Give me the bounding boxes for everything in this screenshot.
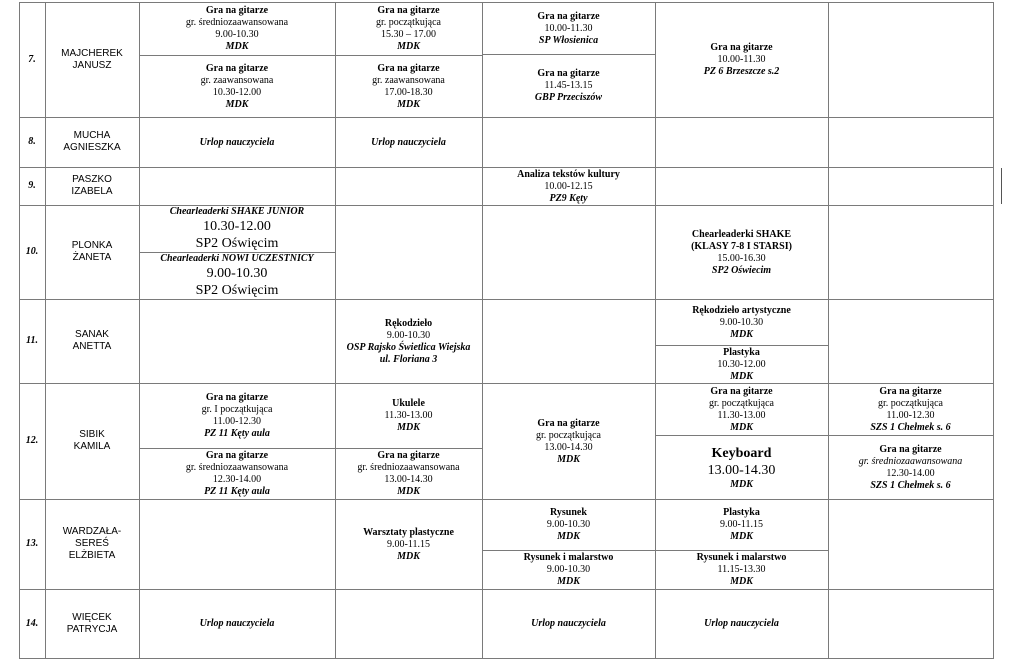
class-entry-line: SP2 Oświęcim [195, 283, 279, 298]
teacher-name [45, 167, 139, 205]
class-entry-line: Chearleaderki NOWI UCZESTNICY [160, 254, 314, 264]
teacher-name-line: PATRYCJA [66, 623, 118, 635]
row-border [655, 435, 829, 436]
row-number [19, 383, 45, 499]
teacher-name-line: SEREŚ [75, 538, 109, 549]
teacher-name [45, 499, 139, 589]
class-entry-line: Urlop nauczyciela [371, 136, 446, 148]
class-entry [657, 437, 826, 498]
class-entry [830, 385, 991, 434]
row-number-text: 11. [26, 335, 38, 346]
class-entry-line: gr. zaawansowana [372, 74, 445, 86]
class-entry-line: Gra na gitarze [537, 10, 600, 22]
class-entry [657, 207, 826, 298]
class-entry-line: OSP Rajsko Świetlica Wiejska [346, 341, 471, 353]
class-entry-line: 11.45-13.15 [544, 80, 593, 91]
row-number [19, 299, 45, 383]
class-entry-line: 15.30 – 17.00 [381, 29, 436, 40]
class-entry-line: 9.00-10.30 [546, 519, 591, 530]
class-entry-line: GBP Przeciszów [534, 92, 603, 103]
class-entry-line: SP Włosienica [538, 34, 599, 46]
class-entry [484, 56, 653, 116]
class-entry-line: 13.00-14.30 [544, 441, 593, 453]
row-number [19, 499, 45, 589]
class-entry [141, 385, 333, 447]
class-entry [484, 591, 653, 657]
class-entry-line: PZ 11 Kęty aula [204, 486, 270, 497]
class-entry-line: 10.00-11.30 [544, 22, 593, 34]
column-border [139, 2, 140, 659]
class-entry-line: MDK [557, 576, 580, 587]
teacher-name-line: AGNIESZKA [63, 142, 121, 153]
class-entry [484, 501, 653, 549]
class-entry-line: Gra na gitarze [537, 417, 600, 429]
row-border [482, 550, 656, 551]
class-entry-line: 9.00-10.30 [386, 329, 431, 341]
class-entry-line: MDK [397, 41, 420, 52]
class-entry-line: 12.30-14.00 [212, 474, 262, 485]
row-number-text: 10. [25, 246, 39, 257]
class-entry-line: MDK [225, 98, 249, 110]
class-entry-line: MDK [397, 98, 420, 110]
class-entry [657, 385, 826, 434]
class-entry-line: gr. początkująca [709, 397, 774, 409]
class-entry-line: Gra na gitarze [879, 385, 942, 397]
class-entry-line: MDK [397, 486, 420, 497]
column-border [828, 2, 829, 659]
row-border [482, 54, 656, 55]
class-entry [337, 301, 480, 382]
class-entry-line: Gra na gitarze [879, 443, 942, 455]
class-entry [141, 450, 333, 498]
class-entry-line: 9.00-10.30 [215, 29, 259, 40]
class-entry-line: Warsztaty plastyczne [363, 526, 454, 538]
class-entry-line: Rysunek i malarstwo [696, 552, 787, 563]
class-entry-line: MDK [730, 421, 753, 433]
class-entry [484, 4, 653, 53]
teacher-name-line: WARDZAŁA- [62, 526, 122, 537]
class-entry-line: Rysunek i malarstwo [523, 552, 614, 563]
teacher-name-line: ŻANETA [72, 252, 112, 263]
row-number [19, 205, 45, 299]
class-entry-line: SZS 1 Chełmek s. 6 [870, 479, 951, 491]
row-border [19, 499, 994, 500]
class-entry-line: Urlop nauczyciela [704, 618, 779, 629]
class-entry-line: Urlop nauczyciela [531, 618, 606, 629]
class-entry-line: Rękodzieło [384, 317, 433, 329]
class-entry-line: gr. średniozaawansowana [185, 462, 289, 473]
class-entry-line: SP2 Oświecim [711, 264, 772, 276]
class-entry-line: 10.30-12.00 [203, 219, 271, 234]
class-entry [657, 347, 826, 382]
class-entry-line: MDK [225, 41, 249, 52]
teacher-name [45, 589, 139, 658]
class-entry-line: 10.30-12.00 [212, 86, 262, 98]
row-border [335, 55, 483, 56]
class-entry-line: gr. początkująca [536, 429, 601, 441]
class-entry-line: gr. I początkująca [201, 404, 273, 415]
class-entry-line: MDK [730, 370, 753, 382]
class-entry-line: PZ 11 Kęty aula [204, 428, 270, 439]
class-entry-line: 12.30-14.00 [886, 467, 935, 479]
row-number [19, 2, 45, 117]
class-entry-line: Rękodzieło artystyczne [692, 304, 791, 316]
class-entry-line: Rysunek [550, 507, 587, 518]
class-entry-line: 11.30-13.00 [717, 409, 766, 421]
class-entry [484, 385, 653, 498]
teacher-name-line: MAJCHEREK [61, 47, 123, 59]
class-entry-line: 9.00-10.30 [206, 266, 268, 281]
class-entry [484, 552, 653, 588]
class-entry-line: 9.00-11.15 [387, 538, 430, 550]
row-number-text: 9. [28, 180, 36, 191]
class-entry-line: MDK [397, 550, 420, 562]
teacher-name-line: SANAK [75, 329, 109, 340]
class-entry-line: Gra na gitarze [205, 450, 269, 461]
row-border [139, 55, 336, 56]
class-entry [657, 552, 826, 588]
class-entry-line: 11.00-12.30 [886, 409, 935, 421]
class-entry-line: Chearleaderki SHAKE [691, 228, 792, 240]
row-border [655, 345, 829, 346]
class-entry-line: Gra na gitarze [377, 62, 440, 74]
class-entry-line: PZ9 Kęty [549, 192, 588, 204]
class-entry [337, 119, 480, 166]
teacher-name-line: ELŻBIETA [68, 550, 116, 561]
class-entry-line: Gra na gitarze [205, 5, 269, 16]
class-entry-line: SP2 Oświęcim [195, 236, 279, 251]
class-entry [141, 254, 333, 298]
row-number-text: 14. [25, 617, 39, 629]
teacher-name [45, 205, 139, 299]
row-border [19, 117, 994, 118]
column-border [482, 2, 483, 659]
row-border [19, 167, 994, 168]
class-entry-line: Gra na gitarze [205, 62, 269, 74]
class-entry-line: (KLASY 7-8 I STARSI) [691, 240, 792, 252]
class-entry [657, 501, 826, 549]
row-number-text: 12. [25, 435, 39, 446]
teacher-name [45, 2, 139, 117]
class-entry-line: MDK [557, 531, 580, 542]
class-entry [141, 207, 333, 251]
teacher-name-line: PASZKO [72, 174, 112, 185]
class-entry-line: 9.00-10.30 [719, 316, 764, 328]
row-border [655, 550, 829, 551]
row-border [19, 205, 994, 206]
class-entry-line: 11.30-13.00 [384, 410, 433, 421]
class-entry-line: MDK [730, 478, 753, 490]
class-entry-line: Plastyka [723, 507, 760, 518]
class-entry-line: gr. zaawansowana [200, 74, 274, 86]
class-entry [337, 501, 480, 588]
row-border [335, 448, 483, 449]
column-border [655, 2, 656, 659]
class-entry-line: Analiza tekstów kultury [517, 169, 620, 180]
class-entry-line: MDK [397, 422, 420, 433]
class-entry [657, 591, 826, 657]
teacher-name-line: IZABELA [71, 186, 113, 197]
class-entry-line: 9.00-10.30 [546, 564, 591, 575]
row-number-text: 13. [25, 538, 39, 549]
class-entry-line: Urlop nauczyciela [199, 136, 275, 148]
teacher-name [45, 383, 139, 499]
teacher-name [45, 117, 139, 167]
class-entry-line: MDK [730, 328, 753, 340]
class-entry-line: Gra na gitarze [205, 392, 269, 403]
teacher-name-line: MUCHA [73, 130, 111, 141]
row-border [19, 589, 994, 590]
row-number [19, 117, 45, 167]
class-entry-line: gr. średniozaawansowana [185, 17, 289, 28]
class-entry-line: 13.00-14.30 [384, 474, 433, 485]
class-entry [657, 4, 826, 116]
class-entry [657, 301, 826, 344]
class-entry-line: Ukulele [392, 398, 425, 409]
class-entry-line: MDK [730, 531, 753, 542]
class-entry-line: gr. średniozaawansowana [858, 455, 963, 467]
row-border [19, 2, 994, 3]
class-entry-line: Urlop nauczyciela [199, 618, 275, 629]
teacher-name-line: WIĘCEK [72, 611, 112, 623]
class-entry-line: 15.00-16.30 [717, 252, 766, 264]
scroll-indicator [1001, 168, 1002, 204]
row-border [139, 252, 336, 253]
class-entry-line: Gra na gitarze [710, 385, 773, 397]
class-entry-line: 13.00-14.30 [707, 462, 776, 478]
teacher-name-line: KAMILA [73, 441, 111, 452]
class-entry-line: Gra na gitarze [537, 68, 600, 79]
class-entry-line: 10.30-12.00 [717, 358, 766, 370]
class-entry-line: Plastyka [723, 347, 760, 358]
class-entry [141, 119, 333, 166]
teacher-name [45, 299, 139, 383]
teacher-name-line: ANETTA [72, 341, 112, 352]
row-border [19, 299, 994, 300]
class-entry-line: Gra na gitarze [377, 450, 440, 461]
class-entry [337, 4, 480, 54]
class-entry-line: gr. początkująca [878, 397, 943, 409]
column-border [335, 2, 336, 659]
class-entry-line: gr. średniozaawansowana [357, 462, 460, 473]
column-border [993, 2, 994, 659]
class-entry [141, 57, 333, 116]
class-entry-line: Gra na gitarze [377, 5, 440, 16]
class-entry [141, 591, 333, 657]
class-entry-line: MDK [557, 453, 580, 465]
class-entry-line: ul. Floriana 3 [379, 353, 438, 365]
class-entry-line: SZS 1 Chełmek s. 6 [870, 421, 951, 433]
class-entry [337, 57, 480, 116]
class-entry [484, 169, 653, 204]
class-entry-line: 10.00-11.30 [717, 54, 766, 65]
class-entry-line: gr. początkująca [376, 17, 441, 28]
class-entry-line: Gra na gitarze [710, 42, 773, 53]
row-border [828, 435, 994, 436]
teacher-name-line: JANUSZ [72, 59, 112, 71]
row-border [19, 383, 994, 384]
class-entry-line: Chearleaderki SHAKE JUNIOR [169, 207, 305, 217]
teacher-name-line: SIBIK [79, 429, 105, 440]
row-number-text: 7. [28, 53, 36, 65]
row-number-text: 8. [28, 136, 36, 147]
row-border [19, 658, 994, 659]
class-entry-line: Keyboard [711, 445, 772, 461]
class-entry-line: 17.00-18.30 [384, 86, 433, 98]
class-entry [337, 450, 480, 498]
class-entry-line: 9.00-11.15 [720, 519, 763, 530]
row-number [19, 589, 45, 658]
class-entry-line: 11.00-12.30 [213, 416, 261, 427]
class-entry-line: 11.15-13.30 [717, 564, 766, 575]
class-entry-line: 10.00-12.15 [544, 180, 593, 192]
class-entry-line: PZ 6 Brzeszcze s.2 [703, 66, 780, 77]
class-entry [337, 385, 480, 447]
row-number [19, 167, 45, 205]
teacher-name-line: PLONKA [71, 240, 113, 251]
class-entry [141, 4, 333, 54]
class-entry-line: MDK [730, 576, 753, 587]
class-entry [830, 437, 991, 498]
row-border [139, 448, 336, 449]
